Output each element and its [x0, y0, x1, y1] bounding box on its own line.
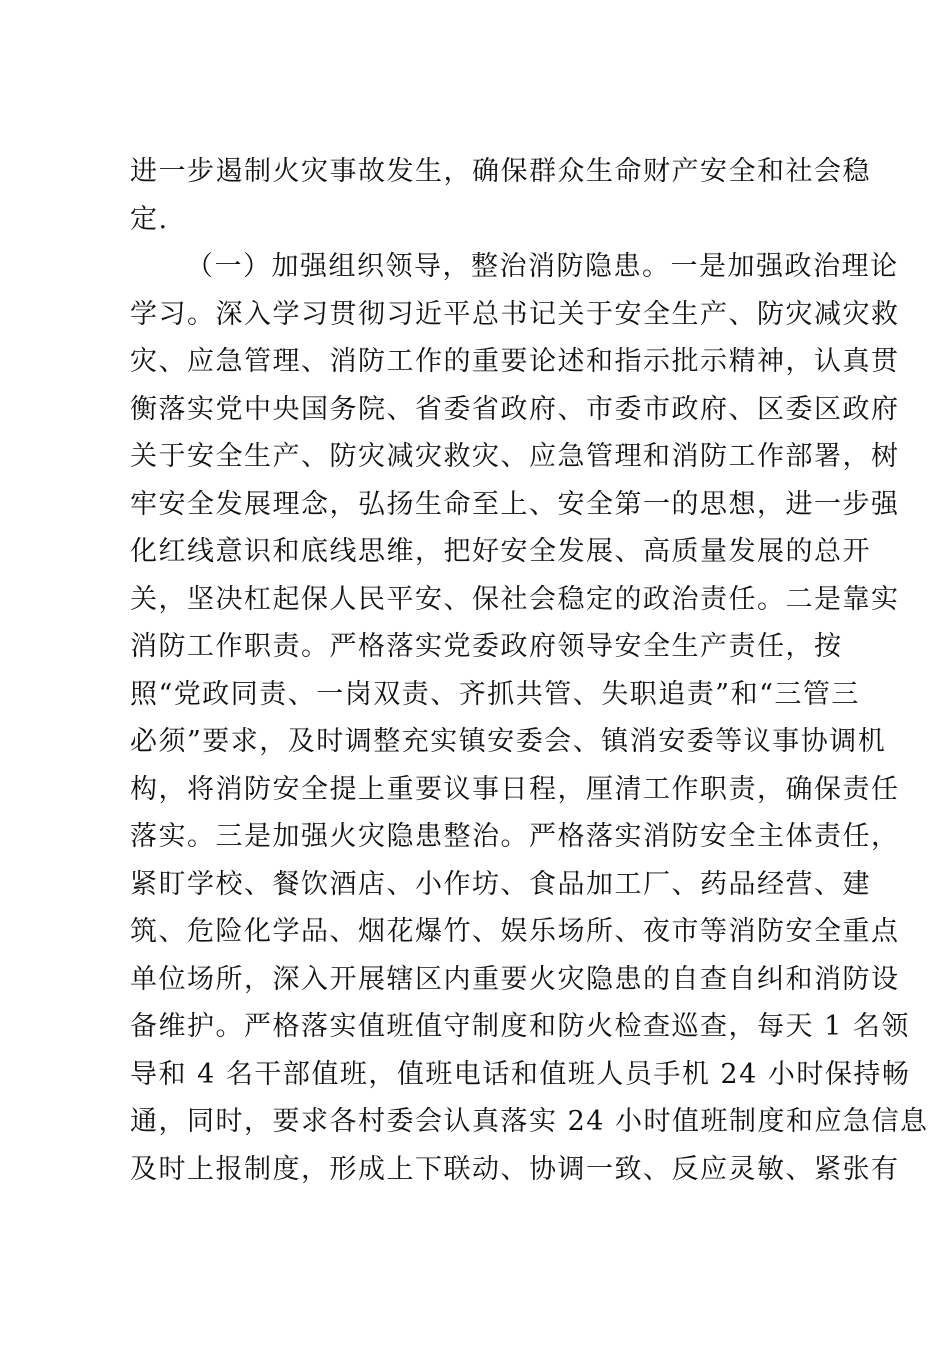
- text-line: 备维护。严格落实值班值守制度和防火检查巡查，每天 1 名领: [130, 1011, 910, 1042]
- text-line: 构，将消防安全提上重要议事日程，厘清工作职责，确保责任: [130, 773, 900, 805]
- text-line: 进一步遏制火灾事故发生，确保群众生命财产安全和社会稳: [130, 156, 871, 187]
- text-line: 筑、危险化学品、烟花爆竹、娱乐场所、夜市等消防安全重点: [130, 916, 900, 947]
- text-line: 衡落实党中央国务院、省委省政府、市委市政府、区委区政府: [130, 393, 900, 425]
- text-line: 落实。三是加强火灾隐患整治。严格落实消防安全主体责任，: [130, 821, 900, 852]
- text-line: 紧盯学校、餐饮酒店、小作坊、食品加工厂、药品经营、建: [130, 868, 871, 900]
- section-heading-line: （一）加强组织领导，整治消防隐患。一是加强政治理论: [186, 251, 899, 282]
- text-line: 单位场所，深入开展辖区内重要火灾隐患的自查自纠和消防设: [130, 963, 900, 995]
- text-line: 及时上报制度，形成上下联动、协调一致、反应灵敏、紧张有: [130, 1153, 900, 1185]
- text-line: 消防工作职责。严格落实党委政府领导安全生产责任，按: [130, 631, 843, 662]
- body-text: [130, 148, 929, 1193]
- text-line: 学习。深入学习贯彻习近平总书记关于安全生产、防灾减灾救: [130, 298, 900, 330]
- text-line: 导和 4 名干部值班，值班电话和值班人员手机 24 小时保持畅: [130, 1058, 911, 1090]
- text-line: 通，同时，要求各村委会认真落实 24 小时值班制度和应急信息: [130, 1106, 929, 1137]
- text-line: 必须”要求，及时调整充实镇安委会、镇消安委等议事协调机: [130, 726, 887, 757]
- text-line: 化红线意识和底线思维，把好安全发展、高质量发展的总开: [130, 536, 871, 567]
- text-line: 关，坚决杠起保人民平安、保社会稳定的政治责任。二是靠实: [130, 583, 900, 615]
- text-line: 定.: [130, 203, 169, 235]
- text-line: 照“党政同责、一岗双责、齐抓共管、失职追责”和“三管三: [130, 678, 860, 710]
- text-line: 牢安全发展理念，弘扬生命至上、安全第一的思想，进一步强: [130, 488, 900, 520]
- text-line: 关于安全生产、防灾减灾救灾、应急管理和消防工作部署，树: [130, 441, 900, 472]
- text-line: 灾、应急管理、消防工作的重要论述和指示批示精神，认真贯: [130, 346, 900, 377]
